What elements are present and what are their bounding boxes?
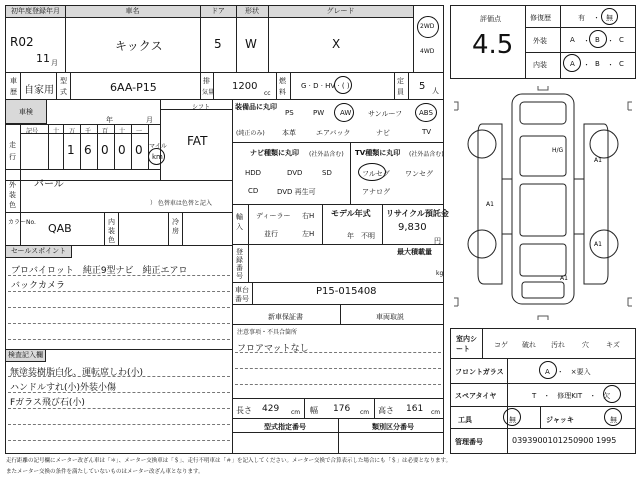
interior-score-a: A	[570, 60, 575, 68]
cc-unit: cc	[264, 90, 271, 97]
mileage-digit-3: 0	[101, 143, 109, 157]
km-circle	[148, 148, 165, 165]
drive-2wd: 2WD	[420, 23, 435, 30]
tv-label: TV種類に丸印	[355, 149, 401, 157]
interior-score-a-circle	[563, 54, 581, 72]
fuel-label-2: 料	[279, 88, 286, 96]
front-glass-value: A ・ ×要入	[545, 368, 591, 376]
equip-navi: ナビ	[376, 129, 390, 137]
jack-none-circle	[604, 408, 622, 426]
equip-ps: PS	[285, 109, 294, 117]
exterior-score-label: 外装	[533, 37, 547, 45]
inspector-line-2: ハンドルすれ(小)外装小傷	[10, 383, 117, 393]
inspection-header: 車検	[6, 100, 46, 124]
navi-dvd-play: DVD 再生可	[277, 188, 316, 196]
import-right-h: 右H	[302, 212, 315, 220]
first-reg-year: R02	[10, 35, 34, 49]
model-value: 6AA-P15	[110, 81, 157, 94]
chassis-label-1: 車台	[235, 286, 249, 294]
shift-label: シフト	[192, 104, 211, 111]
interior-score-dot2: ・	[607, 61, 614, 69]
tools-label: 工具	[458, 416, 472, 424]
spare-tire-value: T ・ 修理KIT ・ 欠	[532, 392, 611, 400]
model-label-2: 式	[60, 88, 67, 96]
tv-sub: (社外品含む)	[409, 151, 444, 158]
model-cert-label: 型式指定番号	[264, 423, 306, 431]
recycle-label: リサイクル預託金	[386, 209, 449, 218]
capacity-unit: 人	[432, 87, 439, 95]
notes-value: フロアマットなし	[237, 344, 309, 354]
equipment-label: 装備品に丸印	[235, 103, 277, 111]
mileage-col-man: 十	[53, 128, 60, 135]
score-value: 4.5	[472, 30, 514, 60]
mgmt-label: 管理番号	[455, 438, 483, 446]
mileage-label-2: 行	[9, 153, 16, 161]
capacity-label-1: 定	[397, 77, 404, 85]
interior-color-label: 内装色	[108, 218, 115, 244]
mark-hg: H/G	[552, 147, 564, 154]
repair-label: 修復歴	[530, 14, 551, 22]
max-load-kg: kg	[436, 270, 444, 277]
mileage-unit-km: km	[152, 153, 163, 161]
recycle-unit: 円	[434, 237, 441, 245]
equip-aw-circle	[334, 103, 354, 122]
equip-abs: ABS	[419, 109, 433, 117]
car-name-value: キックス	[115, 39, 163, 53]
footer-line-2: またメーター交換の条件を満たしていないものはメーター改ざん車となります。	[6, 469, 204, 475]
displacement-label-2: 気量	[202, 89, 215, 96]
import-parallel: 並行	[264, 230, 278, 238]
capacity-value: 5	[419, 81, 426, 92]
repair-no: 無	[606, 14, 613, 22]
import-left-h: 左H	[302, 230, 315, 238]
shape-value: W	[245, 37, 257, 51]
inspection-month: 月	[146, 116, 153, 124]
seat-item-dirt: 汚れ	[551, 341, 565, 349]
first-reg-header: 初年度登録年月	[6, 6, 65, 18]
chassis-value: P15-015408	[316, 286, 377, 297]
interior-score-label: 内装	[533, 61, 547, 69]
tv-analog: アナログ	[362, 188, 390, 196]
seat-item-scratch: キズ	[606, 341, 620, 349]
mark-a1-right-rear: A1	[594, 241, 602, 248]
model-year-label: モデル年式	[331, 209, 371, 218]
interior-score-dot1: ・	[583, 61, 590, 69]
mileage-unit-mile: マイル	[149, 143, 167, 150]
grade-header: グレード	[268, 6, 413, 18]
length-cm: cm	[291, 409, 301, 416]
car-damage-diagram	[450, 84, 636, 324]
mileage-record-label: 記号	[26, 128, 39, 135]
inspector-line-3: Fガラス飛び石(小)	[10, 398, 85, 408]
repair-yes: 有	[578, 14, 585, 22]
mark-a1-left: A1	[486, 201, 494, 208]
registration-label: 登録番号	[236, 248, 243, 280]
width-cm: cm	[360, 409, 370, 416]
fuel-label-1: 燃	[279, 77, 286, 85]
inspector-line-1: 無塗装樹脂白化、運転席しわ(小)	[10, 368, 144, 378]
model-label-1: 型	[60, 77, 67, 85]
score-label: 評価点	[480, 15, 501, 23]
length-value: 429	[262, 404, 280, 414]
chassis-label-2: 番号	[235, 295, 249, 303]
tv-fullseg-circle	[358, 163, 386, 181]
cold-label: 冷房	[172, 218, 179, 235]
repair-dot: ・	[593, 14, 600, 22]
front-glass-a-circle	[539, 361, 557, 379]
front-glass-label: フロントガラス	[455, 368, 504, 376]
mileage-col-hundred: 百	[102, 128, 109, 135]
tv-fullseg: フルセグ	[362, 170, 390, 178]
height-value: 161	[406, 404, 424, 414]
fuel-options: G · D · HV · ( )	[301, 82, 350, 90]
navi-hdd: HDD	[245, 169, 262, 177]
warranty-new-car: 新車保証書	[268, 313, 303, 321]
seat-label: 室内シート	[456, 335, 477, 353]
use-label-2: 歴	[10, 88, 17, 96]
equip-aw: AW	[340, 109, 352, 117]
doors-value: 5	[214, 37, 222, 51]
tools-value: 無	[509, 416, 516, 424]
fuel-hv-circle	[334, 76, 352, 94]
exterior-label-3: 色	[9, 201, 16, 209]
mark-a1-right-front: A1	[594, 157, 602, 164]
inspector-header: 検査記入欄	[6, 350, 46, 362]
spare-tire-label: スペアタイヤ	[455, 392, 497, 400]
warranty-manual: 車両取説	[376, 313, 404, 321]
mileage-digit-4: 0	[118, 143, 126, 157]
use-value: 自家用	[24, 85, 54, 96]
recycle-value: 9,830	[398, 222, 427, 233]
mileage-digit-1: 1	[67, 143, 75, 157]
equip-airbag: エアバック	[316, 129, 351, 137]
exterior-score-c: C	[619, 36, 624, 44]
navi-cd: CD	[248, 187, 259, 195]
interior-score-b: B	[595, 60, 600, 68]
equip-pw: PW	[313, 109, 325, 117]
doors-header: ドア	[200, 6, 236, 18]
max-load-label: 最大積載量	[397, 248, 432, 256]
displacement-label-1: 排	[203, 77, 210, 85]
notes-label: 注意事項・不具合箇所	[237, 329, 298, 336]
repair-no-circle	[601, 8, 618, 25]
exterior-value: パール	[34, 179, 64, 190]
exterior-score-b: B	[595, 36, 600, 44]
drive-4wd: 4WD	[420, 48, 435, 55]
month-unit: 月	[51, 59, 58, 67]
car-name-header: 車名	[65, 6, 200, 18]
seat-item-tear: 破れ	[522, 341, 536, 349]
exterior-score-a: A	[570, 36, 575, 44]
import-dealer: ディーラー	[256, 212, 291, 220]
navi-dvd: DVD	[287, 169, 303, 177]
mgmt-value: 0393900101250900 1995	[512, 436, 617, 445]
sales-point-header: セールスポイント	[6, 246, 72, 258]
first-reg-month: 11	[36, 52, 50, 65]
equip-abs-circle	[415, 103, 437, 122]
equip-tv: TV	[422, 128, 432, 136]
width-label: 幅	[310, 406, 318, 415]
exterior-score-dot2: ・	[607, 37, 614, 45]
exterior-score-b-circle	[589, 30, 607, 48]
color-no-label: カラーNo.	[8, 219, 36, 226]
use-label-1: 車	[10, 77, 17, 85]
equipment-sub: (純正のみ)	[236, 130, 265, 137]
exterior-label-1: 外	[9, 181, 16, 189]
shape-header: 形状	[236, 6, 268, 18]
sales-point-line-2: バックカメラ	[11, 281, 66, 291]
import-label: 輸入	[236, 213, 243, 231]
inspection-year: 年	[106, 116, 113, 124]
exterior-score-dot1: ・	[583, 37, 590, 45]
width-value: 176	[333, 404, 351, 414]
navi-label: ナビ種類に丸印	[250, 149, 299, 157]
mileage-label-1: 走	[9, 141, 16, 149]
jack-label: ジャッキ	[546, 416, 574, 424]
tools-none-circle	[503, 408, 521, 426]
mileage-col-one: 一	[136, 128, 143, 135]
sales-point-line-1: ブロバイロット 純正9型ナビ 純正エアロ	[11, 266, 188, 276]
model-year-value: 年 不明	[347, 232, 375, 240]
mileage-col-thousand: 千	[85, 128, 92, 135]
mileage-digit-5: 0	[135, 143, 143, 157]
exterior-label-2: 装	[9, 191, 16, 199]
jack-value: 無	[610, 416, 617, 424]
height-cm: cm	[431, 409, 441, 416]
capacity-label-2: 員	[397, 88, 404, 96]
mark-a1-rear: A1	[560, 275, 568, 282]
color-no-value: QAB	[48, 222, 72, 235]
mileage-digit-2: 6	[84, 143, 92, 157]
tv-oneseg: ワンセグ	[405, 170, 433, 178]
grade-value: X	[332, 37, 341, 51]
equip-leather: 本革	[282, 129, 296, 137]
exterior-note: ） 色替車は色替と記入	[150, 200, 212, 207]
equip-sunroof: サンルーフ	[368, 110, 403, 118]
footer-line-1: 走行距離の記号欄にメーター改ざん車は「＊」、メーター交換車は「＄」、走行不明車は「＃」を記入してください。メーター交換で合算表示した場合にも「＄」は必要となります。	[6, 458, 452, 464]
mileage-col-ten-thousand: 万	[69, 128, 76, 135]
interior-score-c: C	[619, 60, 624, 68]
height-label: 高さ	[378, 406, 394, 415]
length-label: 長さ	[236, 406, 252, 415]
displacement-value: 1200	[232, 81, 258, 92]
seat-item-burn: コゲ	[494, 341, 508, 349]
category-label: 類別区分番号	[372, 423, 414, 431]
spare-tire-missing-circle	[603, 385, 621, 403]
navi-sub: (社外品含む)	[309, 151, 344, 158]
navi-sd: SD	[322, 169, 332, 177]
mileage-col-ten: 十	[119, 128, 126, 135]
shift-value: FAT	[187, 134, 208, 148]
seat-item-hole: 穴	[582, 341, 589, 349]
